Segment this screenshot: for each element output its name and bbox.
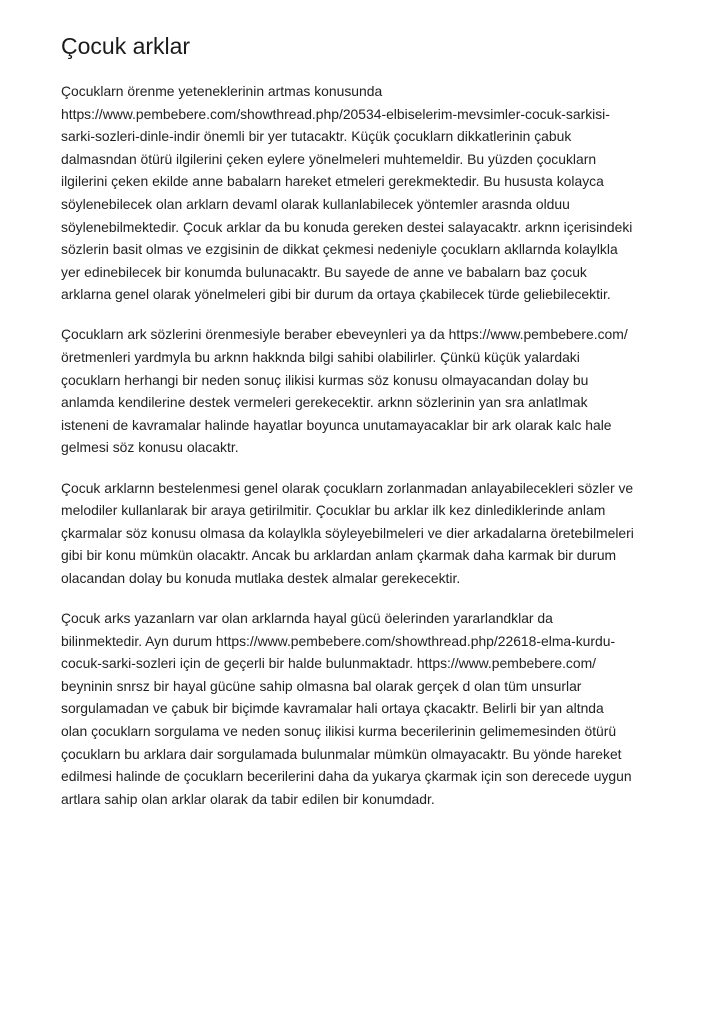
paragraph-line: ilgilerini çeken ekilde anne babalarn hareket etmeleri gerekmektedir. Bu hususta kolayca: [61, 173, 604, 190]
paragraph-line: Çocuk arklarnn bestelenmesi genel olarak çocuklarn zorlanmadan anlayabilecekleri sözler ve: [61, 479, 634, 496]
paragraph-line: söylenebilecek olan arklarn devaml olarak kullanlabilecek yöntemler arasnda olduu: [61, 195, 570, 212]
paragraph-line: Çocuk arks yazanlarn var olan arklarnda hayal gücü öelerinden yararlandklar da: [61, 609, 553, 626]
paragraph-1: [61, 80, 661, 306]
paragraph-line: gelmesi söz konusu olacaktr.: [61, 439, 239, 456]
paragraph-line: yer edinebilecek bir konumda bulunacaktr. Bu sayede de anne ve babalarn baz çocuk: [61, 263, 587, 280]
paragraph-line: çocuklarn herhangi bir neden sonuç ilikisi kurmas söz konusu olmayacandan dolay bu: [61, 371, 589, 388]
document-page: [61, 0, 661, 810]
paragraph-line: gibi bir konu mümkün olacaktr. Ancak bu arklardan anlam çkarmak daha karmak bir durum: [61, 547, 617, 564]
paragraph-4: [61, 607, 661, 810]
paragraph-line: söylenebilmektedir. Çocuk arklar da bu konuda gereken destei salayacaktr. arknn içerisindeki: [61, 218, 633, 235]
paragraph-line: isteneni de kavramalar halinde hayatlar boyunca unutamayacaklar bir ark olarak kalc hale: [61, 416, 612, 433]
paragraph-line: beyninin snrsz bir hayal gücüne sahip olmasna bal olarak gerçek d olan tüm unsurlar: [61, 677, 582, 694]
paragraph-line: çocuklarn bu arklara dair sorgulamada bulunmalar mümkün olmayacaktr. Bu yönde hareket: [61, 745, 622, 762]
paragraph-link-line: Çocuklarn ark sözlerini örenmesiyle beraber ebeveynleri ya da https://www.pembebere.com/: [61, 326, 628, 343]
paragraph-line: arklarna genel olarak yönelmeleri gibi bir durum da ortaya çkabilecek türde geliebilecektir.: [61, 286, 611, 303]
paragraph-2: [61, 323, 661, 459]
paragraph-line: artlara sahip olan arklar olarak da tabir edilen bir konumdadr.: [61, 790, 435, 807]
paragraph-line: olan çocuklarn sorgulama ve neden sonuç ilikisi kurma becerilerinin gelimemesinden ötürü: [61, 722, 617, 739]
paragraph-line: sorgulamadan ve çabuk bir biçimde kavramalar hali ortaya çkacaktr. Belirli bir yan altnda: [61, 700, 604, 717]
paragraph-link-line: bilinmektedir. Ayn durum https://www.pembebere.com/showthread.php/22618-elma-kurdu-: [61, 632, 616, 649]
paragraph-line: öretmenleri yardmyla bu arknn hakknda bilgi sahibi olabilirler. Çünkü küçük yalardaki: [61, 349, 580, 366]
paragraph-link-line: https://www.pembebere.com/showthread.php/20534-elbiselerim-mevsimler-cocuk-sarkisi-: [61, 105, 610, 122]
paragraph-3: [61, 477, 661, 590]
paragraph-line: Çocuklarn örenme yeteneklerinin artmas konusunda: [61, 83, 383, 99]
paragraph-line: anlamda kendilerine destek vermeleri gerekecektir. arknn sözlerinin yan sra anlatlmak: [61, 394, 588, 411]
page-title: Çocuk arklar: [61, 33, 191, 59]
paragraph-line: çkarmalar söz konusu olmasa da kolaylkla söyleyebilmeleri ve dier arkadalarna öretebilmeleri: [61, 524, 634, 541]
paragraph-line: dalmasndan ötürü ilgilerini çeken eylere yönelmeleri muhtemeldir. Bu yüzden çocuklarn: [61, 150, 597, 167]
paragraph-line: olacandan dolay bu konuda mutlaka destek almalar gerekecektir.: [61, 569, 461, 586]
paragraph-line: sarki-sozleri-dinle-indir önemli bir yer tutacaktr. Küçük çocuklarn dikkatlerinin çabuk: [61, 128, 572, 145]
paragraph-line: edilmesi halinde de çocuklarn becerilerini daha da yukarya çkarmak için son derecede uygun: [61, 768, 632, 785]
paragraph-line: melodiler kullanlarak bir araya getirilmitir. Çocuklar bu arklar ilk kez dinlediklerinde anlam: [61, 502, 606, 519]
paragraph-link-line: cocuk-sarki-sozleri için de geçerli bir halde bulunmaktadr. https://www.pembebere.com/: [61, 655, 597, 672]
paragraph-line: sözlerin basit olmas ve ezgisinin de dikkat çekmesi nedeniyle çocuklarn akllarnda kolaylkla: [61, 241, 618, 258]
